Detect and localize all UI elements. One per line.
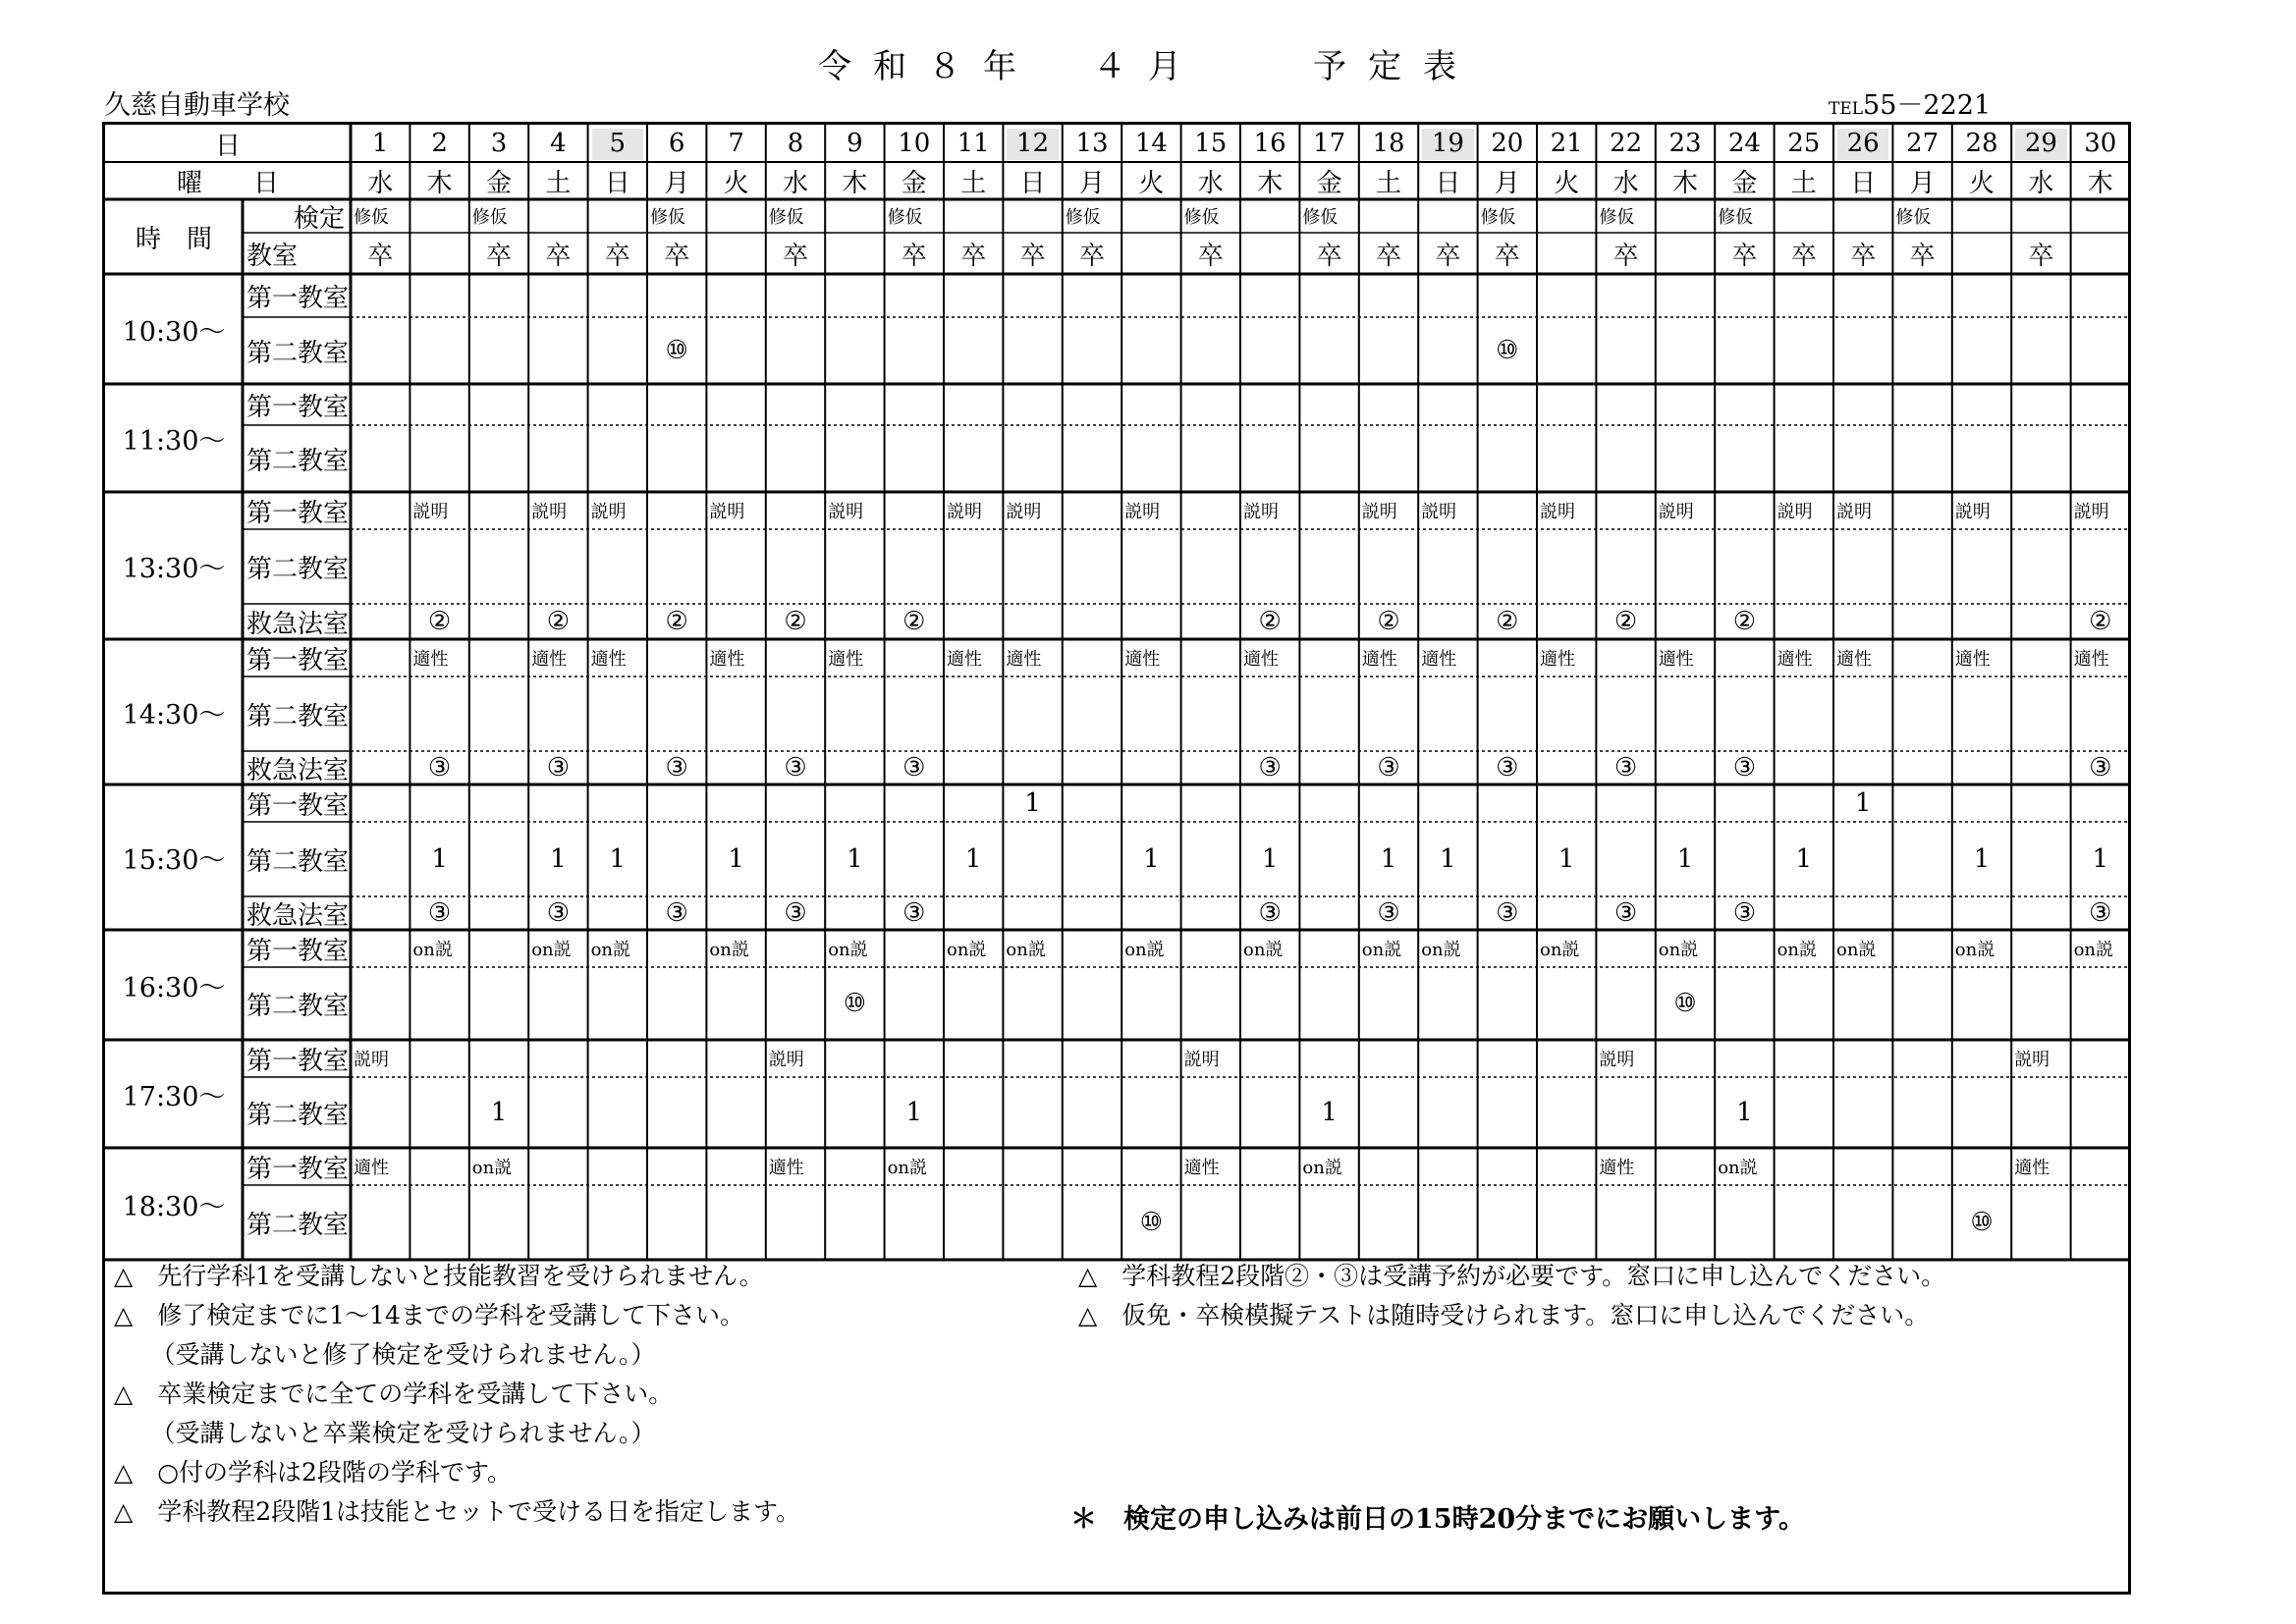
schedule-entry: on説 [709, 940, 749, 960]
day-number: 9 [847, 129, 863, 158]
schedule-entry: on説 [1718, 1158, 1758, 1178]
schedule-entry: 説明 [1006, 502, 1042, 522]
weekday: 火 [1968, 168, 1995, 198]
day-number: 8 [787, 129, 804, 158]
day-number: 25 [1787, 129, 1821, 158]
schedule-entry: 説明 [1124, 502, 1161, 522]
schedule-entry: 説明 [1658, 502, 1694, 522]
weekday: 水 [2028, 168, 2054, 198]
schedule-entry: ③ [1732, 898, 1757, 928]
schedule-entry: ③ [546, 753, 571, 783]
note-item: △ 卒業検定までに全ての学科を受講して下さい。 [114, 1380, 674, 1408]
day-number: 18 [1372, 129, 1405, 158]
schedule-entry: on説 [828, 940, 868, 960]
kentei-cell [706, 199, 765, 233]
weekday: 水 [367, 168, 394, 198]
weekday: 日 [1435, 168, 1461, 198]
schedule-entry: 説明 [1777, 502, 1813, 522]
schedule-entry: 適性 [1361, 649, 1397, 670]
room-label: 第二教室 [246, 846, 350, 877]
time-slot: 16:30～ [122, 972, 226, 1003]
schedule-entry: 1 [431, 844, 448, 874]
day-number: 24 [1727, 129, 1761, 158]
schedule-entry: 1 [847, 844, 863, 874]
schedule-entry: 説明 [412, 502, 449, 522]
day-number: 26 [1846, 129, 1880, 158]
schedule-entry: 適性 [947, 649, 982, 670]
kentei-cell: 修仮 [650, 207, 685, 228]
room-label: 救急法室 [246, 900, 350, 931]
schedule-entry: ③ [427, 898, 452, 928]
kentei-cell: 修仮 [1183, 207, 1220, 228]
schedule-entry: ② [1496, 607, 1519, 636]
schedule-entry: 1 [550, 844, 567, 874]
weekday: 火 [1554, 168, 1580, 198]
note-item: △ 学科教程2段階②・③は受講予約が必要です。窓口に申し込んでください。 [1078, 1262, 1946, 1290]
sotsu-cell [1656, 233, 1715, 274]
day-number: 22 [1610, 129, 1643, 158]
schedule-entry: 説明 [1183, 1050, 1220, 1070]
note-item: △ 修了検定までに1～14までの学科を受講して下さい。 [114, 1301, 744, 1329]
schedule-entry: ② [1258, 607, 1282, 636]
kentei-cell: 修仮 [1718, 207, 1754, 228]
day-number: 3 [490, 129, 508, 158]
schedule-entry: ③ [1377, 898, 1400, 928]
day-number: 19 [1431, 129, 1464, 158]
schedule-entry: on説 [1540, 940, 1580, 960]
time-header-label: 時 間 [135, 224, 212, 254]
sotsu-cell [1121, 233, 1180, 274]
time-slot: 18:30～ [122, 1191, 226, 1222]
weekday: 木 [1671, 168, 1698, 198]
time-slot: 11:30～ [122, 425, 226, 457]
schedule-entry: 適性 [531, 649, 568, 670]
sotsu-cell [706, 233, 765, 274]
kentei-label: 検定 [293, 203, 345, 234]
weekday: 月 [1494, 168, 1520, 198]
note-item: △ ○付の学科は2段階の学科です。 [114, 1458, 512, 1487]
day-number: 14 [1134, 129, 1168, 158]
schedule-entry: 適性 [1836, 649, 1872, 670]
sotsu-cell: 卒 [1019, 241, 1046, 271]
schedule-entry: on説 [1954, 940, 1995, 960]
room-label: 第二教室 [246, 446, 350, 476]
schedule-entry: ② [2089, 607, 2112, 636]
schedule-entry: 1 [728, 844, 744, 874]
schedule-entry: 1 [1736, 1098, 1753, 1127]
sotsu-cell: 卒 [1790, 241, 1817, 271]
kentei-cell [825, 199, 884, 233]
room-label: 救急法室 [246, 609, 350, 639]
schedule-entry: on説 [887, 1158, 928, 1178]
schedule-entry: 適性 [828, 649, 864, 670]
sotsu-cell: 卒 [1375, 241, 1401, 271]
sotsu-cell [1952, 233, 2011, 274]
schedule-entry: 説明 [828, 502, 864, 522]
schedule-entry: 1 [1321, 1098, 1338, 1127]
time-slot: 14:30～ [122, 699, 226, 731]
schedule-entry: 1 [1558, 844, 1575, 874]
day-number: 12 [1016, 129, 1050, 158]
kentei-cell [1537, 199, 1596, 233]
schedule-entry: 1 [1854, 788, 1872, 818]
sotsu-cell [825, 233, 884, 274]
weekday: 火 [723, 168, 749, 198]
kentei-cell [2011, 199, 2070, 233]
weekday: 金 [485, 168, 512, 198]
note-item: △ 学科教程2段階1は技能とセットで受ける日を指定します。 [114, 1497, 801, 1526]
sotsu-cell: 卒 [1316, 241, 1342, 271]
kentei-cell [1775, 199, 1833, 233]
sotsu-cell: 卒 [485, 241, 512, 271]
schedule-entry: 説明 [2073, 502, 2109, 522]
schedule-entry: 説明 [1836, 502, 1872, 522]
schedule-entry: 1 [1261, 844, 1279, 874]
notes-right [1078, 1257, 1945, 1335]
schedule-entry: ③ [784, 898, 807, 928]
weekday: 土 [960, 168, 987, 198]
schedule-entry: 1 [1143, 844, 1160, 874]
school-name: 久慈自動車学校 [104, 90, 290, 121]
kentei-cell: 修仮 [768, 207, 804, 228]
room-label: 第二教室 [246, 1210, 350, 1240]
schedule-entry: ② [784, 607, 807, 636]
footer-note: ＊ 検定の申し込みは前日の15時20分までにお願いします。 [1070, 1504, 1805, 1535]
sotsu-cell: 卒 [2028, 241, 2054, 271]
room-label: 第一教室 [246, 936, 350, 966]
kentei-cell [1656, 199, 1715, 233]
day-number: 13 [1075, 129, 1109, 158]
schedule-entry: ③ [1496, 753, 1519, 783]
schedule-entry: 1 [1380, 844, 1397, 874]
schedule-entry: on説 [1777, 940, 1818, 960]
schedule-entry: 適性 [1777, 649, 1813, 670]
schedule-entry: 説明 [1421, 502, 1457, 522]
schedule-entry: ③ [902, 753, 926, 783]
sotsu-cell: 卒 [1613, 241, 1639, 271]
kentei-cell [1003, 199, 1062, 233]
sotsu-cell [2071, 233, 2130, 274]
note-item: △ 先行学科1を受講しないと技能教習を受けられません。 [114, 1262, 764, 1290]
schedule-entry: 1 [905, 1098, 923, 1127]
schedule-entry: 1 [1795, 844, 1813, 874]
weekday: 金 [1731, 168, 1758, 198]
schedule-entry: 説明 [1540, 502, 1575, 522]
schedule-entry: ② [546, 607, 571, 636]
schedule-entry: 1 [609, 844, 627, 874]
kentei-cell: 修仮 [1065, 207, 1101, 228]
kentei-cell: 修仮 [1480, 207, 1516, 228]
schedule-entry: 1 [2092, 844, 2109, 874]
day-number: 27 [1906, 129, 1940, 158]
time-slot: 10:30～ [122, 316, 226, 348]
schedule-entry: ③ [665, 898, 688, 928]
kentei-cell [1952, 199, 2011, 233]
schedule-entry: ③ [665, 753, 688, 783]
kentei-cell [1418, 199, 1477, 233]
weekday: 日 [1019, 168, 1046, 198]
schedule-entry: ⑩ [1496, 336, 1519, 365]
schedule-entry: ③ [1377, 753, 1400, 783]
schedule-entry: 適性 [590, 649, 627, 670]
sotsu-cell [1240, 233, 1299, 274]
kentei-cell [1121, 199, 1180, 233]
schedule-entry: 適性 [1243, 649, 1279, 670]
schedule-entry: 1 [1440, 844, 1456, 874]
room-label: 第二教室 [246, 701, 350, 731]
day-number: 6 [668, 129, 685, 158]
schedule-entry: on説 [471, 1158, 513, 1178]
schedule-entry: on説 [1243, 940, 1284, 960]
schedule-entry: 説明 [947, 502, 982, 522]
schedule-entry: 1 [1676, 844, 1694, 874]
sotsu-cell: 卒 [1078, 241, 1105, 271]
time-slot: 15:30～ [122, 844, 226, 876]
weekday: 金 [1316, 168, 1342, 198]
time-slot: 17:30～ [122, 1081, 226, 1112]
weekday: 水 [1197, 168, 1224, 198]
weekday: 木 [2087, 168, 2113, 198]
day-number: 7 [728, 129, 744, 158]
schedule-entry: ② [1732, 607, 1757, 636]
schedule-entry: 説明 [354, 1050, 389, 1070]
weekday: 水 [1613, 168, 1639, 198]
schedule-entry: ⑩ [843, 989, 867, 1018]
schedule-entry: on説 [1421, 940, 1461, 960]
note-item: （受講しないと修了検定を受けられません。） [114, 1340, 656, 1369]
schedule-entry: ② [427, 607, 452, 636]
sotsu-cell: 卒 [960, 241, 987, 271]
day-number: 5 [609, 129, 627, 158]
day-number: 1 [371, 129, 389, 158]
room-label: 第二教室 [246, 1100, 350, 1130]
schedule-entry: 説明 [2014, 1050, 2050, 1070]
kentei-cell: 修仮 [471, 207, 508, 228]
schedule-entry: on説 [1006, 940, 1046, 960]
kentei-cell: 修仮 [1599, 207, 1635, 228]
schedule-entry: 説明 [1599, 1050, 1635, 1070]
schedule-entry: 説明 [531, 502, 568, 522]
schedule-entry: 説明 [1954, 502, 1991, 522]
weekday: 日 [604, 168, 630, 198]
weekday: 月 [1078, 168, 1105, 198]
kentei-cell: 修仮 [1302, 207, 1339, 228]
tel-prefix: TEL [1829, 99, 1864, 119]
schedule-entry: ③ [1258, 898, 1282, 928]
room-label: 第一教室 [246, 283, 350, 313]
schedule-entry: 説明 [1361, 502, 1397, 522]
kentei-cell: 修仮 [1895, 207, 1932, 228]
schedule-entry: on説 [1302, 1158, 1342, 1178]
schedule-entry: ⑩ [1970, 1208, 1994, 1237]
schedule-entry: 適性 [1421, 649, 1457, 670]
day-number: 10 [898, 129, 931, 158]
room-label: 第一教室 [246, 498, 350, 528]
schedule-entry: 適性 [1124, 649, 1161, 670]
sotsu-cell: 卒 [367, 241, 394, 271]
schedule-entry: 適性 [412, 649, 449, 670]
kentei-cell [410, 199, 468, 233]
kentei-cell [944, 199, 1003, 233]
kentei-cell [1359, 199, 1418, 233]
note-item: （受講しないと卒業検定を受けられません。） [114, 1419, 656, 1447]
schedule-entry: 1 [1973, 844, 1991, 874]
sotsu-cell: 卒 [1435, 241, 1461, 271]
schedule-entry: ③ [427, 753, 452, 783]
day-number: 4 [550, 129, 567, 158]
room-label: 第二教室 [246, 991, 350, 1021]
kentei-cell [588, 199, 647, 233]
room-label: 第一教室 [246, 392, 350, 422]
schedule-entry: ② [1613, 607, 1638, 636]
kentei-cell [1240, 199, 1299, 233]
sotsu-cell: 卒 [604, 241, 630, 271]
weekday: 日 [1850, 168, 1877, 198]
schedule-entry: ③ [2089, 898, 2112, 928]
weekday: 月 [1909, 168, 1936, 198]
schedule-entry: ③ [1613, 898, 1638, 928]
day-number: 28 [1965, 129, 1998, 158]
sotsu-cell [1537, 233, 1596, 274]
schedule-entry: on説 [412, 940, 453, 960]
kentei-cell: 修仮 [887, 207, 923, 228]
weekday: 土 [1375, 168, 1401, 198]
sotsu-cell: 卒 [901, 241, 927, 271]
kentei-cell: 修仮 [354, 207, 389, 228]
weekday: 金 [901, 168, 927, 198]
tel-number: 55－2221 [1863, 90, 1992, 121]
schedule-entry: on説 [590, 940, 631, 960]
schedule-entry: ② [665, 607, 688, 636]
room-label: 第一教室 [246, 645, 350, 676]
schedule-entry: 1 [1024, 788, 1041, 818]
schedule-entry: 説明 [709, 502, 745, 522]
day-header-label: 日 [214, 131, 241, 161]
sotsu-cell: 卒 [1731, 241, 1758, 271]
weekday: 木 [842, 168, 868, 198]
sotsu-cell: 卒 [1909, 241, 1936, 271]
weekday: 土 [545, 168, 572, 198]
schedule-entry: 適性 [1540, 649, 1575, 670]
schedule-entry: 1 [490, 1098, 508, 1127]
day-number: 17 [1313, 129, 1346, 158]
sotsu-cell: 卒 [1197, 241, 1224, 271]
sotsu-cell [410, 233, 468, 274]
schedule-entry: 適性 [1006, 649, 1042, 670]
weekday: 水 [782, 168, 808, 198]
weekday: 木 [426, 168, 453, 198]
room-label: 第一教室 [246, 790, 350, 821]
weekday: 月 [664, 168, 690, 198]
schedule-entry: 説明 [768, 1050, 804, 1070]
room-label: 第二教室 [246, 554, 350, 584]
schedule-entry: 1 [964, 844, 982, 874]
day-number: 15 [1194, 129, 1228, 158]
weekday: 木 [1257, 168, 1284, 198]
sotsu-cell: 卒 [1850, 241, 1877, 271]
schedule-entry: ③ [1258, 753, 1282, 783]
day-number: 16 [1253, 129, 1286, 158]
room-label: 第一教室 [246, 1046, 350, 1076]
schedule-entry: ③ [1496, 898, 1519, 928]
schedule-entry: on説 [1658, 940, 1699, 960]
schedule-entry: on説 [1124, 940, 1165, 960]
kentei-cell [1833, 199, 1892, 233]
schedule-entry: ③ [1732, 753, 1757, 783]
schedule-entry: 説明 [1243, 502, 1279, 522]
schedule-entry: on説 [1836, 940, 1877, 960]
schedule-entry: ⑩ [665, 336, 688, 365]
page-title: 令和８年 ４月 予定表 [818, 47, 1478, 86]
schedule-entry: on説 [1361, 940, 1402, 960]
day-number: 2 [431, 129, 448, 158]
schedule-entry: ③ [784, 753, 807, 783]
schedule-entry: ⑩ [1673, 989, 1697, 1018]
room-label: 第一教室 [246, 1154, 350, 1184]
kentei-cell [2071, 199, 2130, 233]
schedule-entry: ③ [2089, 753, 2112, 783]
schedule-entry: on説 [947, 940, 987, 960]
room-label: 第二教室 [246, 338, 350, 368]
kentei-cell [528, 199, 587, 233]
schedule-entry: on説 [531, 940, 572, 960]
notes-left [114, 1257, 800, 1532]
day-number: 21 [1550, 129, 1583, 158]
schedule-entry: 適性 [1599, 1158, 1635, 1178]
day-number: 30 [2084, 129, 2117, 158]
sotsu-cell: 卒 [545, 241, 572, 271]
schedule-entry: on説 [2073, 940, 2114, 960]
schedule-entry: 適性 [1954, 649, 1991, 670]
schedule-entry: 適性 [709, 649, 745, 670]
sotsu-cell: 卒 [664, 241, 690, 271]
schedule-entry: ③ [546, 898, 571, 928]
weekday: 土 [1790, 168, 1817, 198]
time-slot: 13:30～ [122, 553, 226, 584]
schedule-entry: ② [1377, 607, 1400, 636]
schedule-entry: 適性 [2073, 649, 2109, 670]
schedule-entry: 適性 [354, 1158, 389, 1178]
schedule-entry: ③ [1613, 753, 1638, 783]
sotsu-cell: 卒 [1494, 241, 1520, 271]
schedule-entry: ② [902, 607, 926, 636]
day-number: 11 [957, 129, 990, 158]
sotsu-cell: 卒 [782, 241, 808, 271]
schedule-entry: 説明 [590, 502, 627, 522]
schedule-entry: 適性 [2014, 1158, 2050, 1178]
schedule-entry: 適性 [1658, 649, 1694, 670]
weekday-header-label: 曜 日 [176, 168, 279, 198]
phone-number [1829, 83, 1991, 122]
day-number: 23 [1668, 129, 1702, 158]
room-label: 救急法室 [246, 755, 350, 785]
schedule-entry: 適性 [768, 1158, 804, 1178]
day-number: 20 [1491, 129, 1524, 158]
weekday: 火 [1138, 168, 1165, 198]
schedule-entry: ⑩ [1139, 1208, 1164, 1237]
schedule-entry: ③ [902, 898, 926, 928]
kyoshitsu-label: 教室 [246, 241, 299, 271]
day-number: 29 [2024, 129, 2057, 158]
note-item: △ 仮免・卒検模擬テストは随時受けられます。窓口に申し込んでください。 [1078, 1301, 1930, 1329]
schedule-entry: 適性 [1183, 1158, 1220, 1178]
